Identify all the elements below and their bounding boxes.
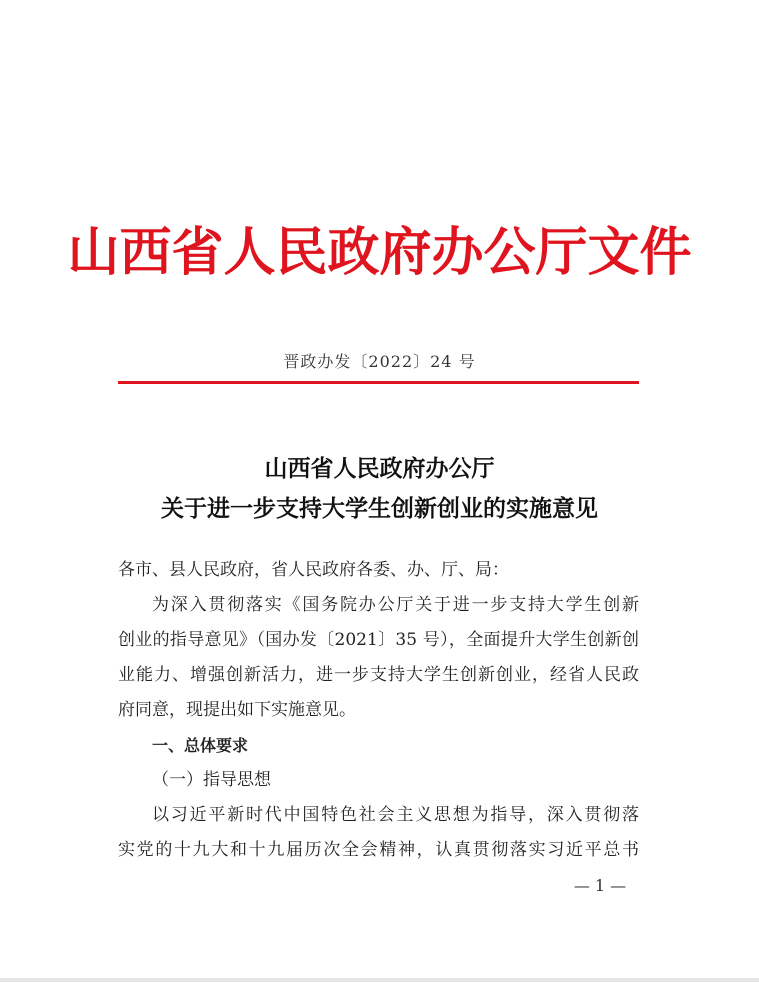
document-title-line-1: 山西省人民政府办公厅 bbox=[264, 455, 495, 482]
document-number: 晋政办发〔2022〕24 号 bbox=[283, 352, 476, 371]
masthead-title: 山西省人民政府办公厅文件 bbox=[67, 222, 692, 283]
red-separator-rule bbox=[118, 381, 639, 384]
addressee: 各市、县人民政府，省人民政府各委、办、厅、局： bbox=[118, 560, 509, 580]
paragraph-2-line-1: 以习近平新时代中国特色社会主义思想为指导，深入贯彻落 bbox=[152, 805, 639, 825]
document-title-line-2: 关于进一步支持大学生创新创业的实施意见 bbox=[161, 495, 598, 522]
page-number: — 1 — bbox=[573, 876, 627, 895]
paragraph-1-line-4: 府同意，现提出如下实施意见。 bbox=[118, 700, 356, 720]
paragraph-1-line-1: 为深入贯彻落实《国务院办公厅关于进一步支持大学生创新 bbox=[152, 595, 639, 615]
subsection-heading-1: （一）指导思想 bbox=[152, 770, 271, 790]
page-bottom-edge bbox=[0, 978, 759, 982]
section-heading-1: 一、总体要求 bbox=[152, 736, 249, 755]
paragraph-2-line-2: 实党的十九大和十九届历次全会精神，认真贯彻落实习近平总书 bbox=[118, 840, 639, 860]
paragraph-1-line-3: 业能力、增强创新活力，进一步支持大学生创新创业，经省人民政 bbox=[118, 665, 639, 685]
paragraph-1-line-2: 创业的指导意见》（国办发〔2021〕35 号），全面提升大学生创新创 bbox=[118, 630, 639, 650]
